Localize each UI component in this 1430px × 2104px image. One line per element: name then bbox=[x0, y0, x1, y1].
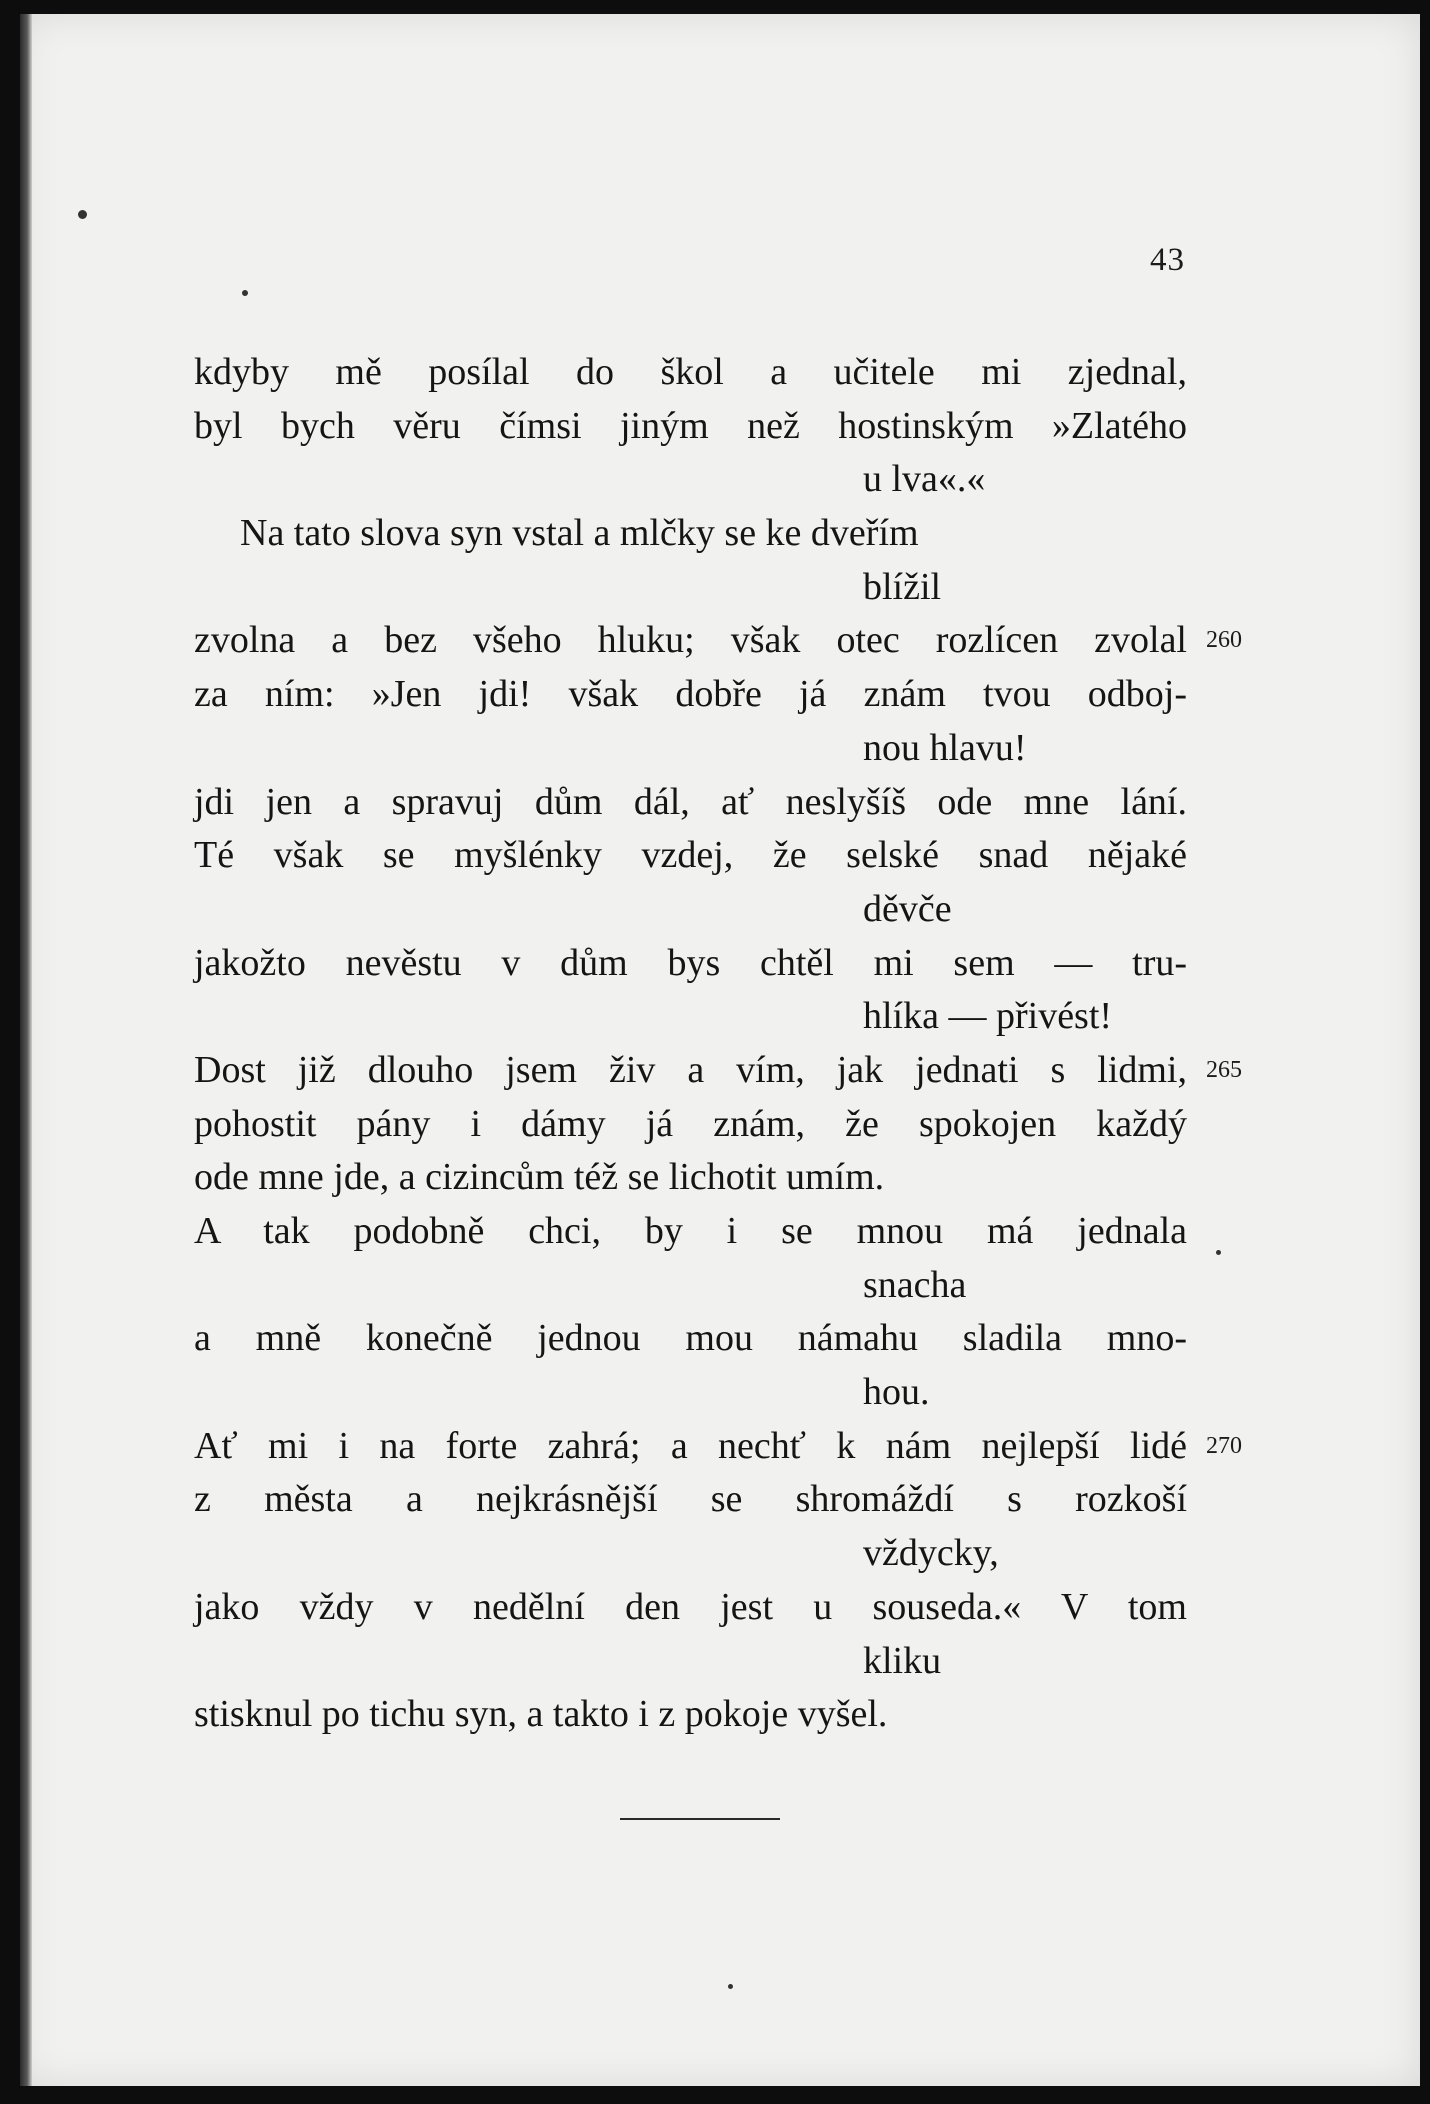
verse-line-text: stisknul po tichu syn, a takto i z pokoje vyšel. bbox=[194, 1693, 888, 1736]
page-spine-shadow bbox=[20, 14, 32, 2086]
verse-line bbox=[194, 453, 1194, 507]
verse-line-text: vždycky, bbox=[863, 1532, 999, 1575]
verse-line bbox=[194, 1581, 1194, 1635]
end-rule bbox=[620, 1818, 780, 1820]
verse-line-text: hlíka — přivést! bbox=[863, 995, 1113, 1038]
verse-line bbox=[194, 614, 1242, 668]
verse-line bbox=[194, 937, 1194, 991]
verse-line bbox=[194, 1044, 1242, 1098]
verse-line bbox=[194, 1635, 1194, 1689]
verse-line bbox=[194, 1688, 1194, 1742]
verse-line-text: Té však se myšlénky vzdej, že selské snad nějaké bbox=[194, 834, 1187, 877]
verse-line-text: blížil bbox=[863, 565, 942, 608]
verse-line bbox=[194, 1205, 1194, 1259]
print-speck bbox=[242, 290, 248, 296]
verse-line bbox=[194, 829, 1194, 883]
print-speck bbox=[1216, 1250, 1221, 1255]
verse-line bbox=[194, 1473, 1194, 1527]
verse-line bbox=[194, 1098, 1194, 1152]
page-number: 43 bbox=[1150, 242, 1185, 278]
print-speck bbox=[78, 210, 87, 219]
verse-line-text: A tak podobně chci, by i se mnou má jednala bbox=[194, 1210, 1187, 1252]
verse-block bbox=[194, 346, 1242, 1742]
verse-line-text: snacha bbox=[863, 1263, 967, 1306]
verse-line bbox=[194, 883, 1194, 937]
verse-line bbox=[194, 990, 1194, 1044]
verse-line bbox=[194, 1312, 1194, 1366]
verse-line bbox=[194, 1366, 1194, 1420]
verse-line-text: jdi jen a spravuj dům dál, ať neslyšíš ode mne lání. bbox=[194, 780, 1187, 823]
verse-line bbox=[194, 722, 1194, 776]
verse-line bbox=[194, 1151, 1194, 1205]
line-number: 270 bbox=[1206, 1432, 1242, 1459]
line-number: 265 bbox=[1206, 1056, 1242, 1083]
verse-line-text: jako vždy v nedělní den jest u souseda.« V tom bbox=[194, 1585, 1187, 1628]
verse-line bbox=[194, 776, 1194, 830]
verse-line-text: a mně konečně jednou mou námahu sladila mno- bbox=[194, 1317, 1187, 1360]
line-number: 260 bbox=[1206, 627, 1242, 654]
verse-line-text: hou. bbox=[863, 1371, 930, 1414]
verse-line-text: z města a nejkrásnější se shromáždí s rozkoší bbox=[194, 1478, 1187, 1521]
verse-line-text: za ním: »Jen jdi! však dobře já znám tvou odboj- bbox=[194, 673, 1187, 716]
print-speck bbox=[728, 1984, 733, 1989]
verse-line-text: zvolna a bez všeho hluku; však otec rozlícen zvolal bbox=[194, 619, 1187, 662]
verse-line bbox=[194, 561, 1194, 615]
verse-line bbox=[194, 507, 1194, 561]
verse-line-text: ode mne jde, a cizincům též se lichotit umím. bbox=[194, 1156, 885, 1199]
verse-line-text: jakožto nevěstu v dům bys chtěl mi sem — tru- bbox=[194, 941, 1187, 984]
verse-line-text: byl bych věru čímsi jiným než hostinským »Zlatého bbox=[194, 404, 1187, 447]
verse-line bbox=[194, 400, 1194, 454]
verse-line-text: děvče bbox=[863, 887, 952, 930]
verse-line bbox=[194, 346, 1194, 400]
verse-line-text: kliku bbox=[863, 1639, 942, 1682]
verse-line bbox=[194, 1420, 1242, 1474]
verse-line-text: kdyby mě posílal do škol a učitele mi zjednal, bbox=[194, 351, 1187, 393]
verse-line-text: pohostit pány i dámy já znám, že spokojen každý bbox=[194, 1102, 1187, 1145]
verse-line-text: nou hlavu! bbox=[863, 726, 1027, 769]
verse-line-text: Na tato slova syn vstal a mlčky se ke dveřím bbox=[240, 512, 919, 555]
verse-line-text: u lva«.« bbox=[863, 458, 986, 501]
verse-line bbox=[194, 1259, 1194, 1313]
verse-line-text: Ať mi i na forte zahrá; a nechť k nám nejlepší lidé bbox=[194, 1424, 1187, 1467]
verse-line bbox=[194, 668, 1194, 722]
verse-line bbox=[194, 1527, 1194, 1581]
book-page bbox=[20, 14, 1420, 2086]
verse-line-text: Dost již dlouho jsem živ a vím, jak jednati s lidmi, bbox=[194, 1048, 1187, 1091]
